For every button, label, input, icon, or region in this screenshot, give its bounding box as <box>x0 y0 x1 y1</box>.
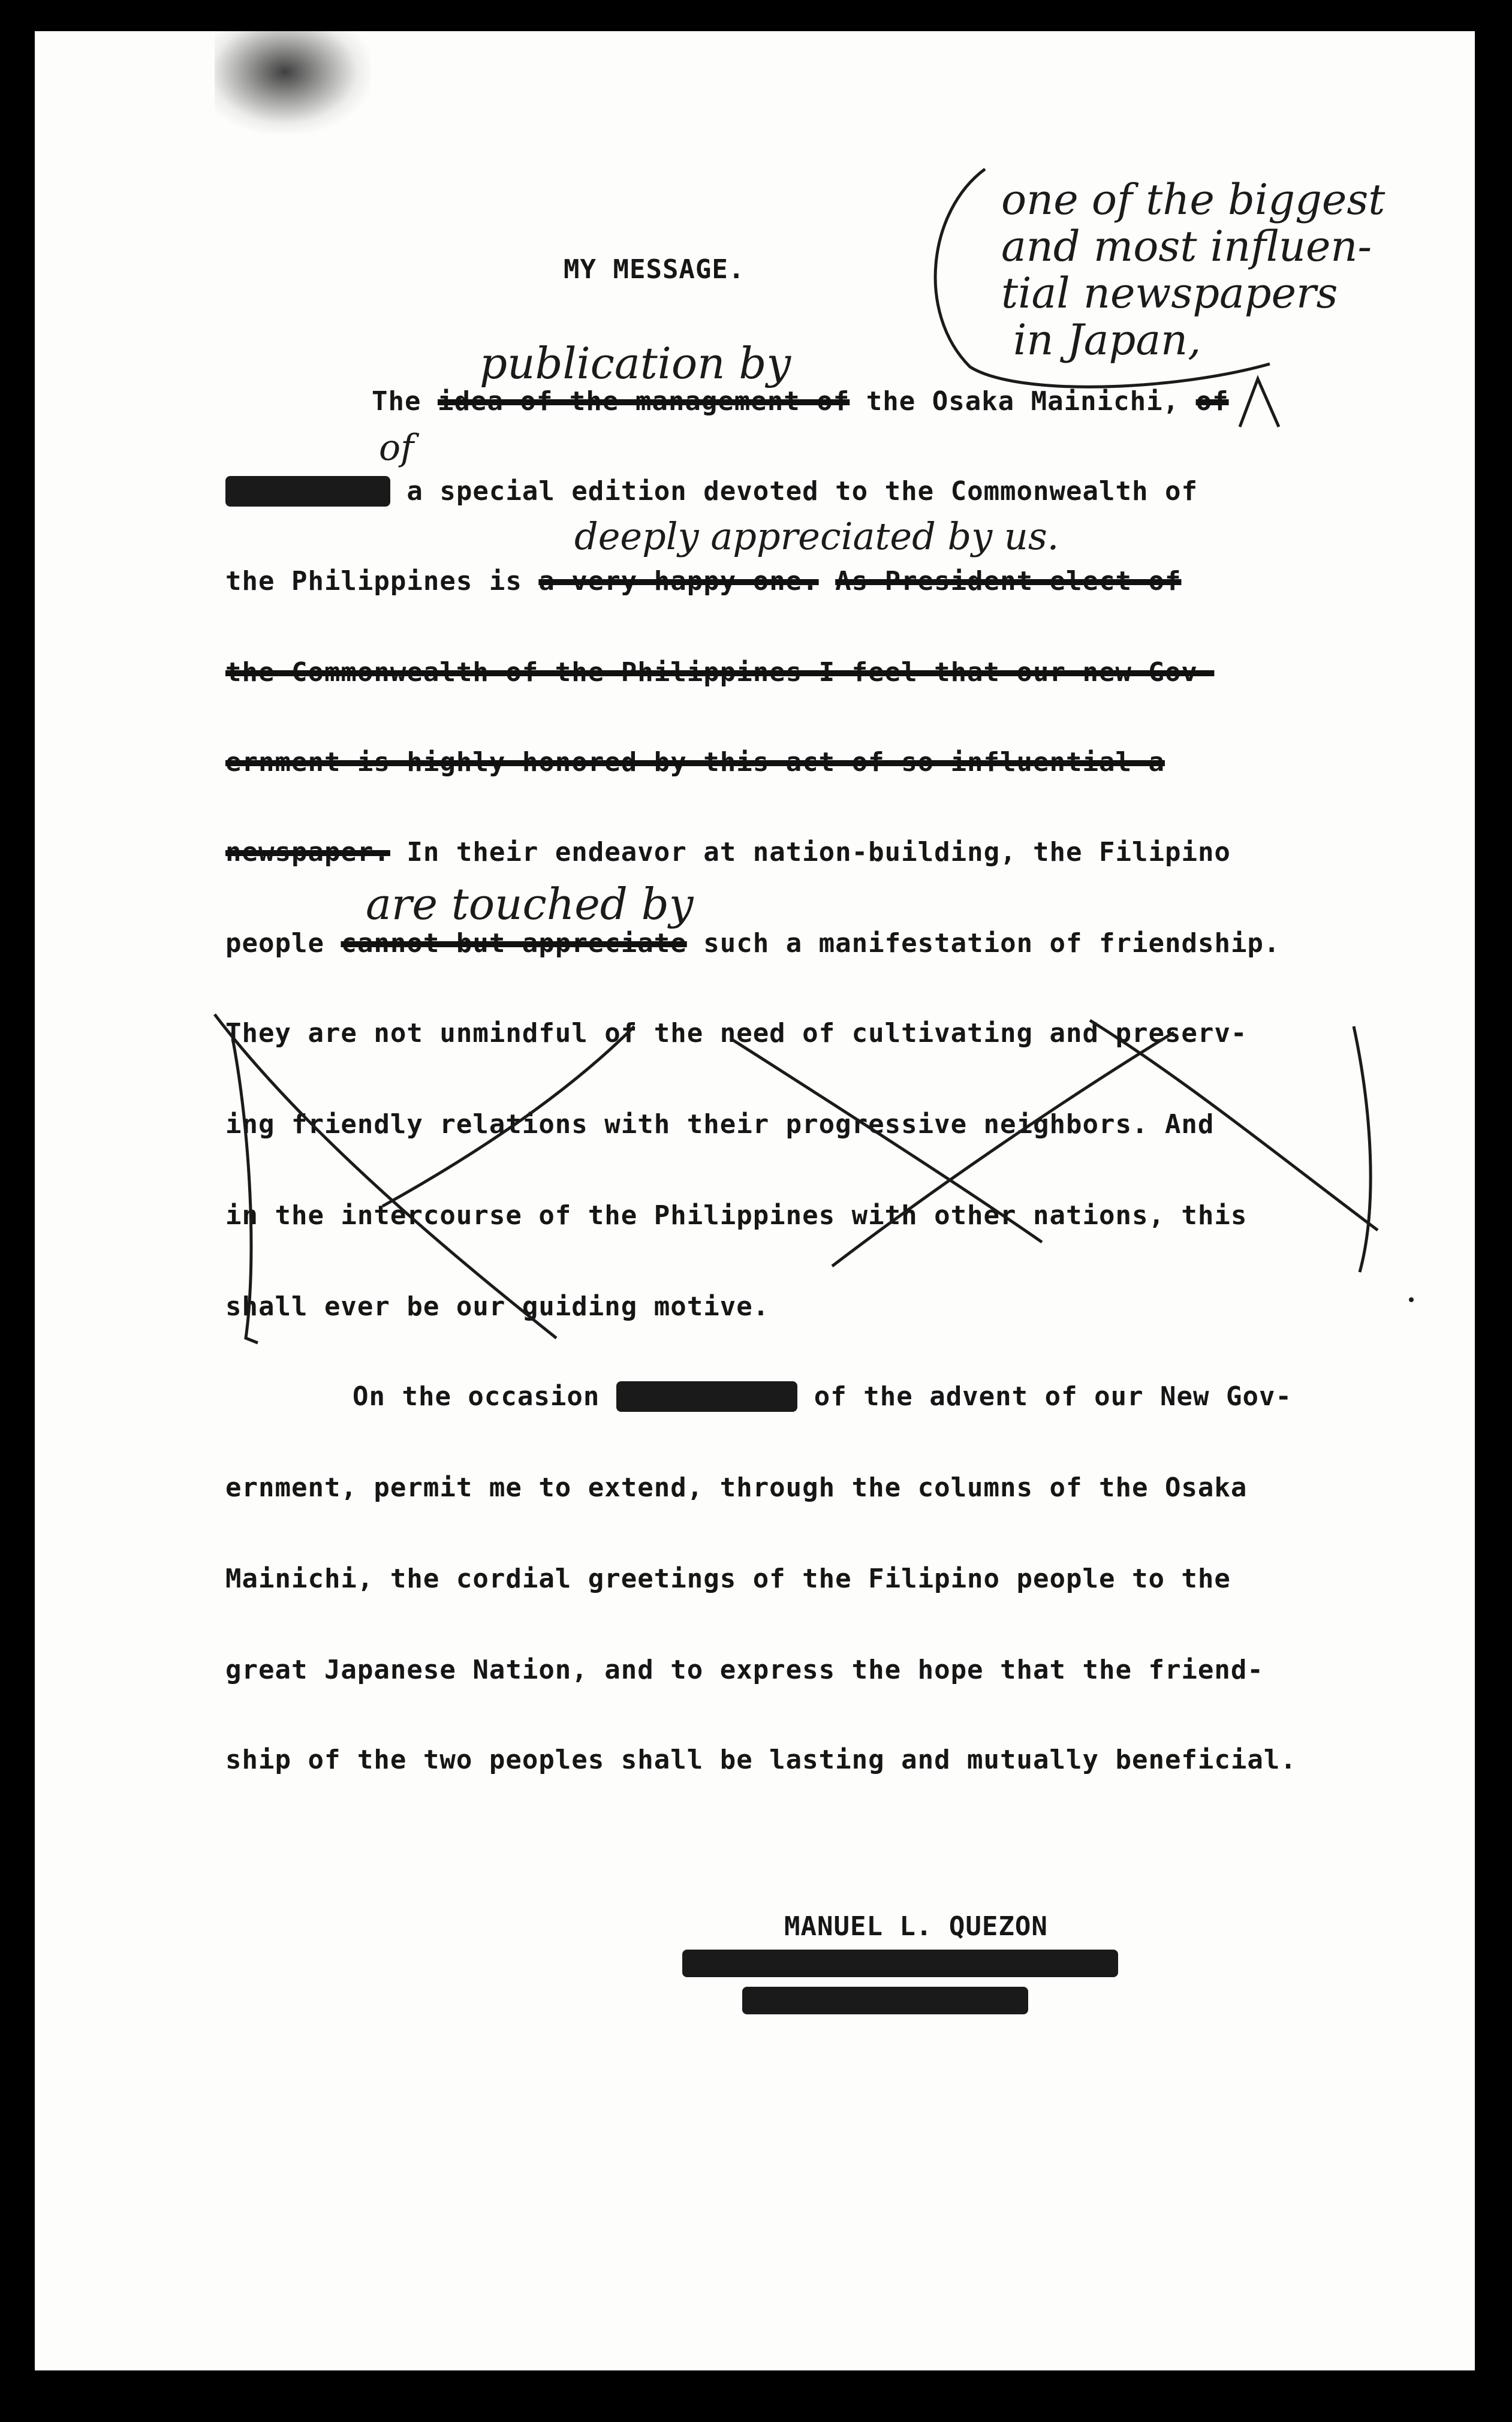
stray-dot <box>1409 1297 1414 1302</box>
insertion-are-touched-by: are touched by <box>366 879 694 929</box>
para2-line-4: great Japanese Nation, and to express the hope that the friend- <box>225 1655 1264 1685</box>
para2-line-5: ship of the two peoples shall be lasting and mutually beneficial. <box>225 1745 1297 1775</box>
left-bracket <box>233 1038 258 1343</box>
crossed-line-3: in the intercourse of the Philippines with other nations, this <box>225 1200 1248 1231</box>
cross-stroke-3 <box>730 1038 1042 1242</box>
signature-name: MANUEL L. QUEZON <box>784 1911 1048 1942</box>
margin-note-line-4: in Japan, <box>1013 315 1201 364</box>
para1-l3-struck-2: As President-elect of <box>835 566 1182 597</box>
cross-stroke-4 <box>832 1032 1174 1266</box>
para2-line-3: Mainichi, the cordial greetings of the Filipino people to the <box>225 1564 1231 1594</box>
para2-line-2: ernment, permit me to extend, through the columns of the Osaka <box>225 1472 1248 1503</box>
right-bracket <box>1354 1026 1371 1272</box>
para1-l7-end: such a manifestation of friendship. <box>703 928 1281 959</box>
para1-l1-end: the Osaka Mainichi, <box>866 386 1180 417</box>
insertion-caret <box>1240 379 1279 427</box>
insertion-publication-by: publication by <box>480 338 791 388</box>
para1-l1-start: The <box>372 386 421 417</box>
para1-l1-struck: idea of the management of <box>437 386 850 417</box>
insertion-of: of <box>379 427 414 469</box>
crossed-line-1: They are not unmindful of the need of cultivating and preserv- <box>225 1018 1248 1049</box>
para1-l3-text: the Philippines is <box>225 566 522 597</box>
crossed-line-4: shall ever be our guiding motive. <box>225 1291 770 1322</box>
margin-note-line-3: tial newspapers <box>1001 269 1338 318</box>
document-page <box>35 31 1475 2370</box>
para1-l6-text: In their endeavor at nation-building, the Filipino <box>406 837 1231 867</box>
margin-note-oval <box>935 169 1270 387</box>
pen-marks <box>35 31 1475 2370</box>
para1-l2-text: a special edition devoted to the Commonwealth of <box>406 476 1198 507</box>
para1-l3-struck-1: a very happy one. <box>538 566 819 597</box>
cross-stroke-1 <box>215 1014 556 1338</box>
para2-l1-end: of the advent of our New Gov- <box>814 1381 1292 1412</box>
para2-l1-redacted: celebration <box>616 1381 798 1412</box>
para1-l2-struck: publishing <box>225 476 390 507</box>
para2-l1-start: On the occasion <box>353 1381 600 1412</box>
cross-stroke-2 <box>382 1026 634 1206</box>
para1-line-5: ernment is highly honored by this act of so influential a <box>225 747 1165 778</box>
para1-line-4: the Commonwealth of the Philippines I feel that our new Gov- <box>225 657 1215 688</box>
signature-struck-title-1: President-elect, Commonwealth <box>682 1950 1119 1977</box>
margin-note-line-2: and most influen- <box>1001 222 1372 271</box>
para1-l1-struck-end: of <box>1195 386 1229 417</box>
margin-note-line-1: one of the biggest <box>1001 175 1386 224</box>
cross-stroke-5 <box>1090 1020 1378 1230</box>
document-title: MY MESSAGE. <box>564 254 745 285</box>
crossed-line-2: ing friendly relations with their progressive neighbors. And <box>225 1109 1215 1140</box>
insertion-deeply-appreciated: deeply appreciated by us. <box>574 514 1059 558</box>
signature-struck-title-2: of the Philippines. <box>742 1987 1028 2014</box>
para1-l6-struck: newspaper. <box>225 837 390 867</box>
para1-l7-start: people <box>225 928 324 959</box>
para1-l7-struck: cannot but appreciate <box>341 928 687 959</box>
